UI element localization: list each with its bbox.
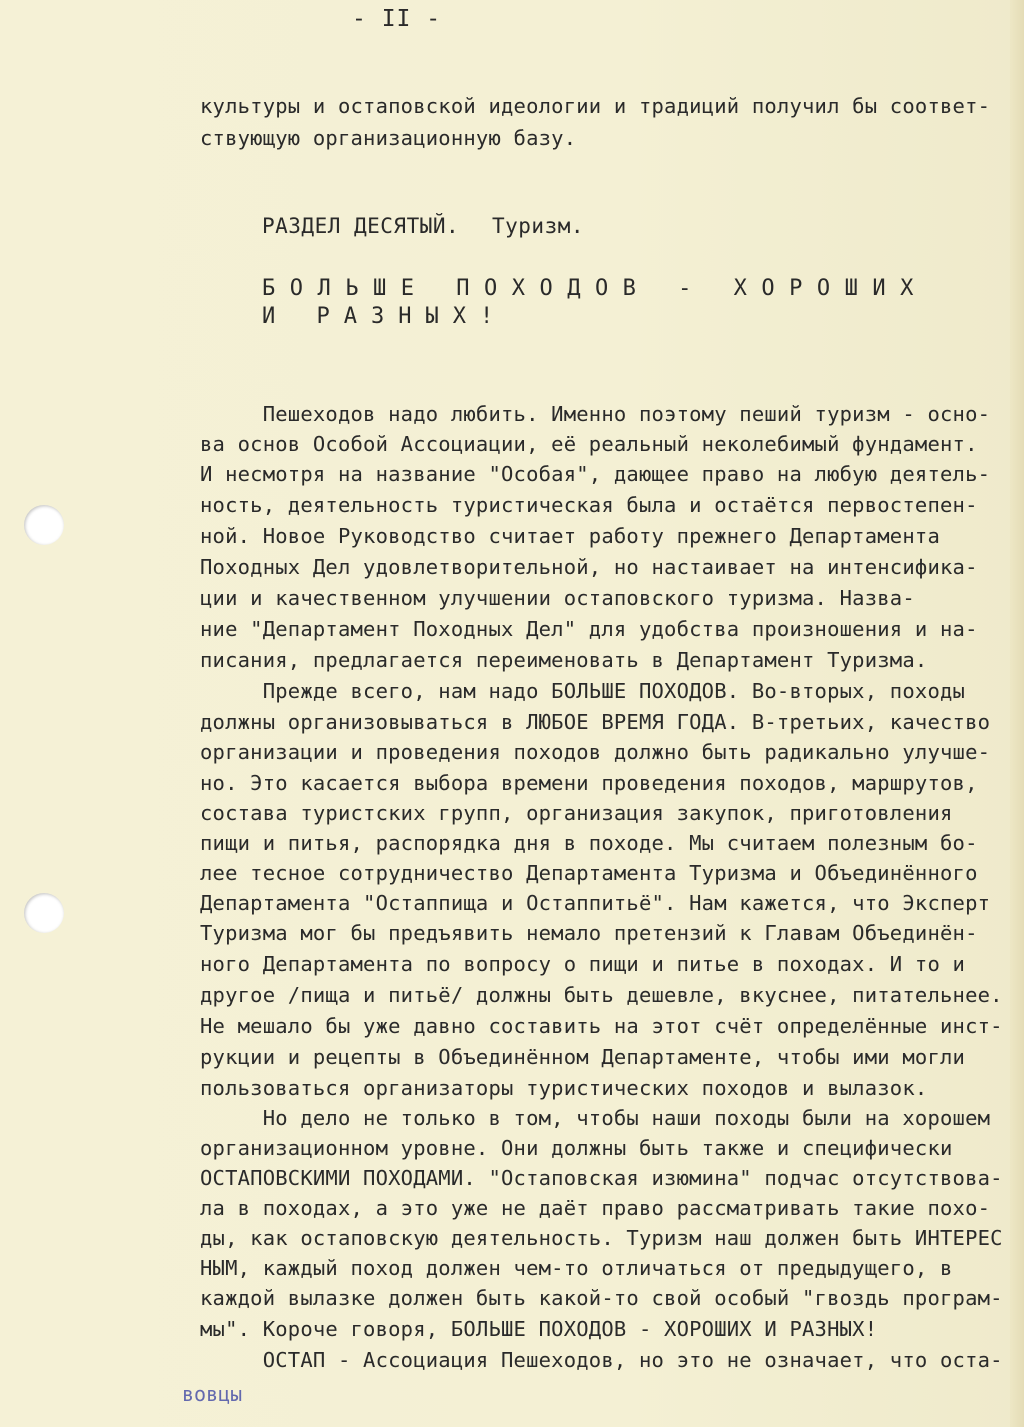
body-line: ла в походах, а это уже не даёт право рассматривать такие похо- [200, 1196, 991, 1220]
body-line: Пешеходов надо любить. Именно поэтому пеший туризм - осно- [200, 402, 991, 426]
punch-hole-bottom [24, 893, 64, 933]
body-line: ной. Новое Руководство считает работу прежнего Департамента [200, 524, 940, 548]
body-line: каждой вылазке должен быть какой-то свой особый "гвоздь програм- [200, 1286, 1003, 1310]
body-line: НЫМ, каждый поход должен чем-то отличаться от предыдущего, в [200, 1256, 953, 1280]
body-line: лее тесное сотрудничество Департамента Туризма и Объединённого [200, 861, 978, 885]
body-line: пищи и питья, распорядка дня в походе. Мы считаем полезным бо- [200, 831, 978, 855]
body-line: ва основ Особой Ассоциации, её реальный неколебимый фундамент. [200, 432, 978, 456]
body-line: должны организовываться в ЛЮБОЕ ВРЕМЯ ГОДА. В-третьих, качество [200, 710, 991, 734]
page-number: - II - [352, 6, 442, 32]
body-line: И несмотря на название "Особая", дающее право на любую деятель- [200, 462, 991, 486]
body-line: ОСТАПОВСКИМИ ПОХОДАМИ. "Остаповская изюмина" подчас отсутствова- [200, 1166, 1003, 1190]
body-line: ного Департамента по вопросу о пищи и питье в походах. И то и [200, 952, 966, 976]
body-line: но. Это касается выбора времени проведения походов, маршрутов, [200, 771, 978, 795]
body-line: организации и проведения походов должно быть радикально улучше- [200, 740, 991, 764]
body-line: другое /пища и питьё/ должны быть дешевле, вкуснее, питательнее. [200, 983, 1003, 1007]
section-subtitle: Туризм. [492, 214, 585, 238]
body-line: состава туристских групп, организация закупок, приготовления [200, 801, 953, 825]
body-line: ды, как остаповскую деятельность. Туризм наш должен быть ИНТЕРЕС [200, 1226, 1003, 1250]
paper-edge [1010, 0, 1024, 1427]
body-line: ние "Департамент Походных Дел" для удобства произношения и на- [200, 617, 978, 641]
body-line: Департамента "Остаппища и Остаппитьё". Нам кажется, что Эксперт [200, 891, 991, 915]
punch-hole-top [24, 505, 64, 545]
body-line: организационном уровне. Они должны быть также и специфически [200, 1136, 953, 1160]
section-slogan-line1: БОЛЬШЕ ПОХОДОВ - ХОРОШИХ [262, 276, 928, 301]
body-line: пользоваться организаторы туристических походов и вылазок. [200, 1076, 928, 1100]
body-line: мы". Короче говоря, БОЛЬШЕ ПОХОДОВ - ХОРОШИХ И РАЗНЫХ! [200, 1317, 878, 1341]
section-slogan-line2: И РАЗНЫХ! [262, 304, 508, 329]
section-title: РАЗДЕЛ ДЕСЯТЫЙ. [262, 214, 460, 238]
body-line: Походных Дел удовлетворительной, но настаивает на интенсифика- [200, 555, 978, 579]
body-line: Но дело не только в том, чтобы наши походы были на хорошем [200, 1106, 991, 1130]
body-line: ции и качественном улучшении остаповского туризма. Назва- [200, 586, 915, 610]
body-line: рукции и рецепты в Объединённом Департаменте, чтобы ими могли [200, 1045, 966, 1069]
body-line: Не мешало бы уже давно составить на этот счёт определённые инст- [200, 1014, 1003, 1038]
footer-fragment: вовцы [182, 1382, 243, 1406]
body-line: ность, деятельность туристическая была и остаётся первостепен- [200, 493, 978, 517]
intro-line: ствующую организационную базу. [200, 126, 577, 150]
body-line: Прежде всего, нам надо БОЛЬШЕ ПОХОДОВ. Во-вторых, походы [200, 679, 966, 703]
body-line: ОСТАП - Ассоциация Пешеходов, но это не означает, что оста- [200, 1348, 1003, 1372]
intro-line: культуры и остаповской идеологии и традиций получил бы соответ- [200, 94, 991, 118]
body-line: писания, предлагается переименовать в Департамент Туризма. [200, 648, 928, 672]
body-line: Туризма мог бы предъявить немало претензий к Главам Объединён- [200, 921, 978, 945]
